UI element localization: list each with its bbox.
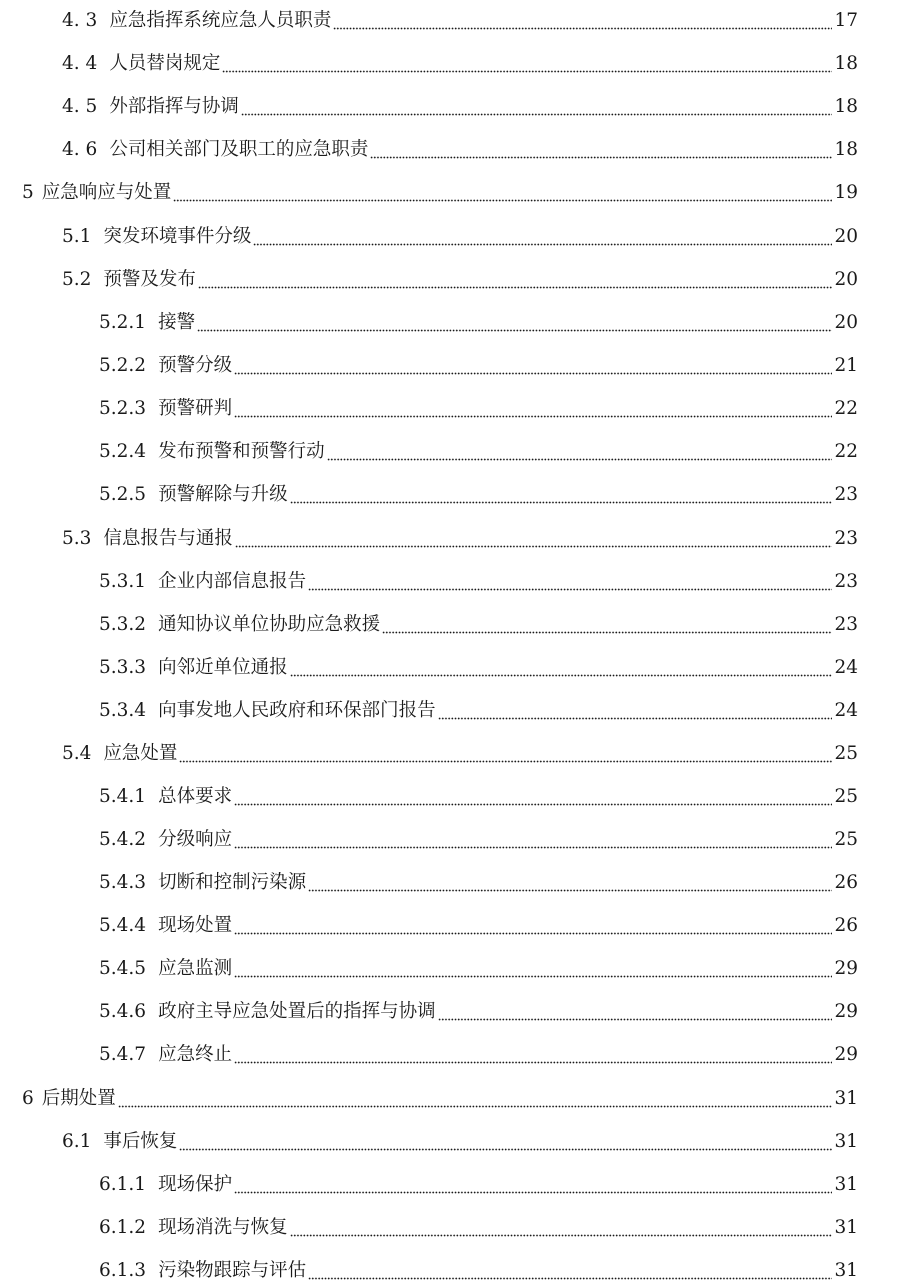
toc-entry-number: 5.3.1 [99, 571, 147, 592]
toc-entry-page: 20 [834, 312, 858, 333]
toc-entry-page: 24 [834, 700, 858, 721]
toc-entry-page: 29 [834, 958, 858, 979]
toc-entry-5-4-1[interactable] [99, 778, 858, 808]
toc-entry-5-3-2[interactable] [99, 606, 858, 636]
toc-entry-5-2-5[interactable] [99, 476, 858, 506]
dot-leader [234, 958, 832, 980]
toc-entry-title: 预警解除与升级 [158, 484, 288, 505]
dot-leader [234, 1174, 832, 1196]
toc-entry-6-1-2[interactable] [99, 1209, 858, 1239]
toc-entry-5-2-2[interactable] [99, 347, 858, 377]
toc-entry-5-4-4[interactable] [99, 907, 858, 937]
toc-entry-title: 应急指挥系统应急人员职责 [109, 10, 332, 31]
toc-entry-5-1[interactable] [62, 218, 858, 248]
toc-entry-5-3[interactable] [62, 520, 858, 550]
toc-entry-title: 事后恢复 [103, 1131, 178, 1152]
toc-entry-page: 23 [834, 614, 858, 635]
dot-leader [234, 398, 832, 420]
toc-entry-title: 切断和控制污染源 [158, 872, 307, 893]
dot-leader [173, 182, 832, 204]
toc-entry-number: 5.4.3 [99, 872, 147, 893]
toc-entry-number: 5.4.5 [99, 958, 147, 979]
dot-leader [290, 657, 833, 679]
dot-leader [253, 226, 832, 248]
toc-entry-4-6[interactable] [62, 131, 858, 161]
dot-leader [327, 441, 833, 463]
toc-entry-5-2-4[interactable] [99, 433, 858, 463]
dot-leader [234, 355, 832, 377]
dot-leader [241, 96, 833, 118]
toc-entry-5-2[interactable] [62, 261, 858, 291]
toc-entry-number: 6.1 [62, 1131, 92, 1152]
toc-entry-5-4-5[interactable] [99, 950, 858, 980]
toc-entry-number: 5.2.5 [99, 484, 147, 505]
toc-entry-5-4[interactable] [62, 735, 858, 765]
toc-entry-title: 通知协议单位协助应急救援 [158, 614, 381, 635]
toc-entry-6[interactable] [22, 1080, 858, 1110]
toc-entry-number: 4. 5 [62, 96, 98, 117]
dot-leader [234, 915, 832, 937]
dot-leader [198, 269, 833, 291]
dot-leader [308, 571, 832, 593]
toc-entry-number: 5.2.1 [99, 312, 147, 333]
toc-entry-page: 23 [834, 528, 858, 549]
toc-entry-number: 5.4.4 [99, 915, 147, 936]
toc-entry-number: 5.4.1 [99, 786, 147, 807]
toc-entry-page: 31 [834, 1174, 858, 1195]
toc-entry-title: 企业内部信息报告 [158, 571, 307, 592]
dot-leader [234, 1044, 832, 1066]
toc-entry-page: 26 [834, 915, 858, 936]
toc-entry-page: 20 [834, 226, 858, 247]
toc-entry-5-3-3[interactable] [99, 649, 858, 679]
dot-leader [370, 139, 832, 161]
toc-entry-page: 24 [834, 657, 858, 678]
toc-entry-number: 6 [22, 1088, 34, 1109]
toc-entry-page: 18 [834, 139, 858, 160]
toc-entry-page: 23 [834, 484, 858, 505]
toc-entry-5-3-4[interactable] [99, 692, 858, 722]
toc-entry-4-4[interactable] [62, 45, 858, 75]
toc-entry-title: 应急响应与处置 [41, 182, 172, 203]
dot-leader [333, 10, 832, 32]
toc-entry-title: 公司相关部门及职工的应急职责 [109, 139, 369, 160]
toc-entry-page: 29 [834, 1001, 858, 1022]
toc-entry-page: 31 [834, 1131, 858, 1152]
toc-entry-page: 26 [834, 872, 858, 893]
toc-entry-title: 现场处置 [158, 915, 233, 936]
dot-leader [308, 1260, 832, 1282]
toc-entry-title: 信息报告与通报 [103, 528, 233, 549]
toc-entry-number: 5.4.7 [99, 1044, 147, 1065]
toc-entry-number: 6.1.1 [99, 1174, 147, 1195]
dot-leader [118, 1088, 833, 1110]
toc-entry-number: 4. 4 [62, 53, 98, 74]
toc-entry-title: 应急监测 [158, 958, 233, 979]
toc-entry-5-4-6[interactable] [99, 993, 858, 1023]
toc-entry-6-1[interactable] [62, 1123, 858, 1153]
dot-leader [290, 484, 833, 506]
toc-entry-number: 5.3.4 [99, 700, 147, 721]
dot-leader [179, 743, 832, 765]
toc-entry-number: 5.2.3 [99, 398, 147, 419]
toc-entry-title: 向邻近单位通报 [158, 657, 288, 678]
toc-entry-number: 5.3 [62, 528, 92, 549]
toc-entry-title: 后期处置 [41, 1088, 116, 1109]
toc-entry-number: 5.4 [62, 743, 92, 764]
toc-entry-page: 22 [834, 398, 858, 419]
toc-entry-4-5[interactable] [62, 88, 858, 118]
dot-leader [234, 829, 832, 851]
toc-entry-number: 5.4.2 [99, 829, 147, 850]
toc-entry-title: 突发环境事件分级 [103, 226, 252, 247]
dot-leader [179, 1131, 832, 1153]
toc-entry-6-1-3[interactable] [99, 1252, 858, 1282]
toc-entry-title: 现场保护 [158, 1174, 233, 1195]
toc-entry-4-3[interactable] [62, 2, 858, 32]
toc-entry-number: 5.1 [62, 226, 92, 247]
toc-entry-number: 5.2.2 [99, 355, 147, 376]
toc-entry-title: 接警 [158, 312, 196, 333]
toc-entry-number: 5.3.2 [99, 614, 147, 635]
toc-entry-page: 25 [834, 829, 858, 850]
dot-leader [197, 312, 832, 334]
dot-leader [234, 786, 832, 808]
toc-entry-page: 17 [834, 10, 858, 31]
toc-entry-title: 预警分级 [158, 355, 233, 376]
toc-entry-title: 政府主导应急处置后的指挥与协调 [158, 1001, 436, 1022]
toc-entry-5-2-3[interactable] [99, 390, 858, 420]
toc-entry-title: 发布预警和预警行动 [158, 441, 325, 462]
toc-entry-title: 现场消洗与恢复 [158, 1217, 288, 1238]
toc-entry-page: 18 [834, 96, 858, 117]
toc-entry-number: 4. 6 [62, 139, 98, 160]
toc-entry-title: 分级响应 [158, 829, 233, 850]
toc-entry-number: 6.1.2 [99, 1217, 147, 1238]
toc-entry-number: 5.3.3 [99, 657, 147, 678]
toc-entry-number: 5 [22, 182, 34, 203]
toc-entry-number: 5.2.4 [99, 441, 147, 462]
toc-entry-title: 向事发地人民政府和环保部门报告 [158, 700, 436, 721]
toc-entry-page: 25 [834, 786, 858, 807]
dot-leader [290, 1217, 833, 1239]
toc-entry-page: 19 [834, 182, 858, 203]
toc-entry-title: 预警研判 [158, 398, 233, 419]
toc-entry-page: 31 [834, 1088, 858, 1109]
toc-entry-5[interactable] [22, 174, 858, 204]
toc-entry-page: 23 [834, 571, 858, 592]
toc-entry-page: 20 [834, 269, 858, 290]
toc-entry-page: 31 [834, 1260, 858, 1281]
dot-leader [308, 872, 832, 894]
toc-entry-title: 应急处置 [103, 743, 178, 764]
toc-entry-title: 人员替岗规定 [109, 53, 221, 74]
toc-entry-title: 预警及发布 [103, 269, 196, 290]
toc-entry-page: 22 [834, 441, 858, 462]
toc-entry-page: 18 [834, 53, 858, 74]
toc-entry-title: 外部指挥与协调 [109, 96, 239, 117]
dot-leader [382, 614, 832, 636]
toc-entry-title: 总体要求 [158, 786, 233, 807]
toc-entry-5-4-2[interactable] [99, 821, 858, 851]
toc-entry-page: 21 [834, 355, 858, 376]
toc-entry-number: 4. 3 [62, 10, 98, 31]
dot-leader [438, 1001, 833, 1023]
toc-entry-number: 6.1.3 [99, 1260, 147, 1281]
toc-entry-page: 25 [834, 743, 858, 764]
toc-entry-number: 5.4.6 [99, 1001, 147, 1022]
toc-entry-number: 5.2 [62, 269, 92, 290]
dot-leader [235, 528, 833, 550]
toc-entry-5-4-7[interactable] [99, 1036, 858, 1066]
toc-entry-title: 应急终止 [158, 1044, 233, 1065]
toc-entry-page: 29 [834, 1044, 858, 1065]
toc-entry-5-3-1[interactable] [99, 563, 858, 593]
toc-entry-6-1-1[interactable] [99, 1166, 858, 1196]
toc-entry-page: 31 [834, 1217, 858, 1238]
toc-entry-5-4-3[interactable] [99, 864, 858, 894]
toc-entry-5-2-1[interactable] [99, 304, 858, 334]
dot-leader [438, 700, 833, 722]
toc-entry-title: 污染物跟踪与评估 [158, 1260, 307, 1281]
dot-leader [222, 53, 832, 75]
